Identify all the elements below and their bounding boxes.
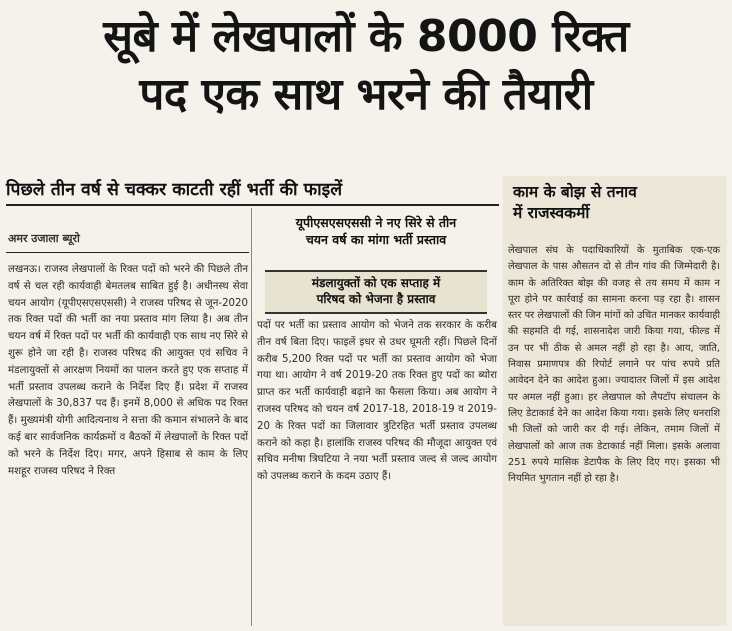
article-column-1: लखनऊ। राजस्व लेखपालों के रिक्त पदों को भरने की पिछले तीन वर्ष से चल रही कार्यवाही बेमतलब साबित हुई है। अधीनस्थ सेवा चयन आयोग (यूपीएसएसएससी) ने राजस्व परिषद से जून-2020 तक रिक्त पदों की भर्ती का नया प्रस्ताव मांग लिया है। अब तीन चयन वर्ष में रिक्त पदों पर भर्ती की कार्यवाही एक साथ नए सिरे से शुरू होने जा रही है। राजस्व परिषद की आयुक्त एवं सचिव ने मंडलायुक्तों से आरक्षण नियमों का पालन करते हुए एक सप्ताह में भर्ती प्रस्ताव उपलब्ध कराने के निर्देश दिए हैं। प्रदेश में राजस्व लेखपालों के 30,837 पद हैं। इनमें 8,000 से अधिक पद रिक्त हैं। मुख्यमंत्री योगी आदित्यनाथ ने सत्ता की कमान संभालने के बाद कई बार सार्वजनिक कार्यक्रमों व बैठकों में लेखपालों के रिक्त पदों को भरने के निर्देश दिए। मगर, अपने हिसाब से काम के लिए मशहूर राजस्व परिषद ने रिक्त [8, 264, 248, 477]
middle-subheading-line-1: यूपीएसएसएससी ने नए सिरे से तीन [295, 215, 457, 230]
middle-subheading [254, 214, 498, 248]
article-column-2: पदों पर भर्ती का प्रस्ताव आयोग को भेजने तक सरकार के करीब तीन वर्ष बिता दिए। फाइलें इधर से उधर घूमती रहीं। पिछले दिनों करीब 5,200 रिक्त पदों पर भर्ती का प्रस्ताव आयोग को भेजा गया था। आयोग ने वर्ष 2019-20 तक रिक्त हुए पदों का ब्योरा प्राप्त कर भर्ती कार्यवाही बढ़ाने का फैसला किया। अब आयोग ने राजस्व परिषद को चयन वर्ष 2017-18, 2018-19 व 2019-20 के रिक्त पदों का जिलावार त्रुटिरहित भर्ती प्रस्ताव उपलब्ध कराने को कहा है। हालांकि राजस्व परिषद की मौजूदा आयुक्त एवं सचिव मनीषा त्रिघटिया ने नया भर्ती प्रस्ताव जल्द से जल्द आयोग को उपलब्ध कराने के कदम उठाए हैं। [257, 320, 497, 483]
headline [6, 8, 726, 124]
sidebar-heading-line-2: में राजस्वकर्मी [513, 204, 590, 222]
highlight-line-1: मंडलायुक्तों को एक सप्ताह में [311, 276, 441, 290]
sidebar-body: लेखपाल संघ के पदाधिकारियों के मुताबिक एक-एक लेखपाल के पास औसतन दो से तीन गांव की जिम्मेदारी है। काम के अतिरिक्त बोझ की वजह से तय समय में काम न पूरा होने पर कार्रवाई का सामना करना पड़ रहा है। शासन स्तर पर लेखपालों की जिन मांगों को उचित मानकर कार्यवाही की सहमति दी गई, शासनादेश जारी किया गया, फील्ड में उन पर भी ठीक से अमल नहीं हो रहा है। आय, जाति, निवास प्रमाणपत्र की रिपोर्ट लगाने पर पांच रुपये प्रति आवेदन देने का आदेश हुआ। ज्यादातर जिलों में इस आदेश पर अमल नहीं हुआ। हर लेखपाल को लैपटॉप संचालन के लिए डेटाकार्ड देने का आदेश किया गया। इसके लिए धनराशि भी जिलों को जारी कर दी गई। लेकिन, तमाम जिलों में लेखपालों को आज तक डेटाकार्ड नहीं मिला। इसके अलावा 251 रुपये मासिक डेटापैक के लिए दिए गए। इसका भी नियमित भुगतान नहीं हो रहा है। [508, 245, 720, 485]
sidebar-heading [513, 182, 723, 224]
middle-subheading-line-2: चयन वर्ष का मांगा भर्ती प्रस्ताव [305, 232, 447, 247]
headline-line-1: सूबे में लेखपालों के 8000 रिक्त [103, 11, 629, 62]
highlight-box-text [265, 275, 487, 307]
headline-line-2: पद एक साथ भरने की तैयारी [139, 69, 593, 120]
highlight-line-2: परिषद को भेजना है प्रस्ताव [316, 292, 436, 306]
highlight-box [265, 270, 487, 314]
subhead-rule [6, 204, 499, 206]
byline: अमर उजाला ब्यूरो [8, 232, 80, 245]
byline-rule [6, 252, 249, 253]
column-divider-1 [251, 208, 252, 626]
subheadline: पिछले तीन वर्ष से चक्कर काटती रहीं भर्ती की फाइलें [6, 180, 343, 200]
sidebar-heading-line-1: काम के बोझ से तनाव [513, 183, 637, 201]
